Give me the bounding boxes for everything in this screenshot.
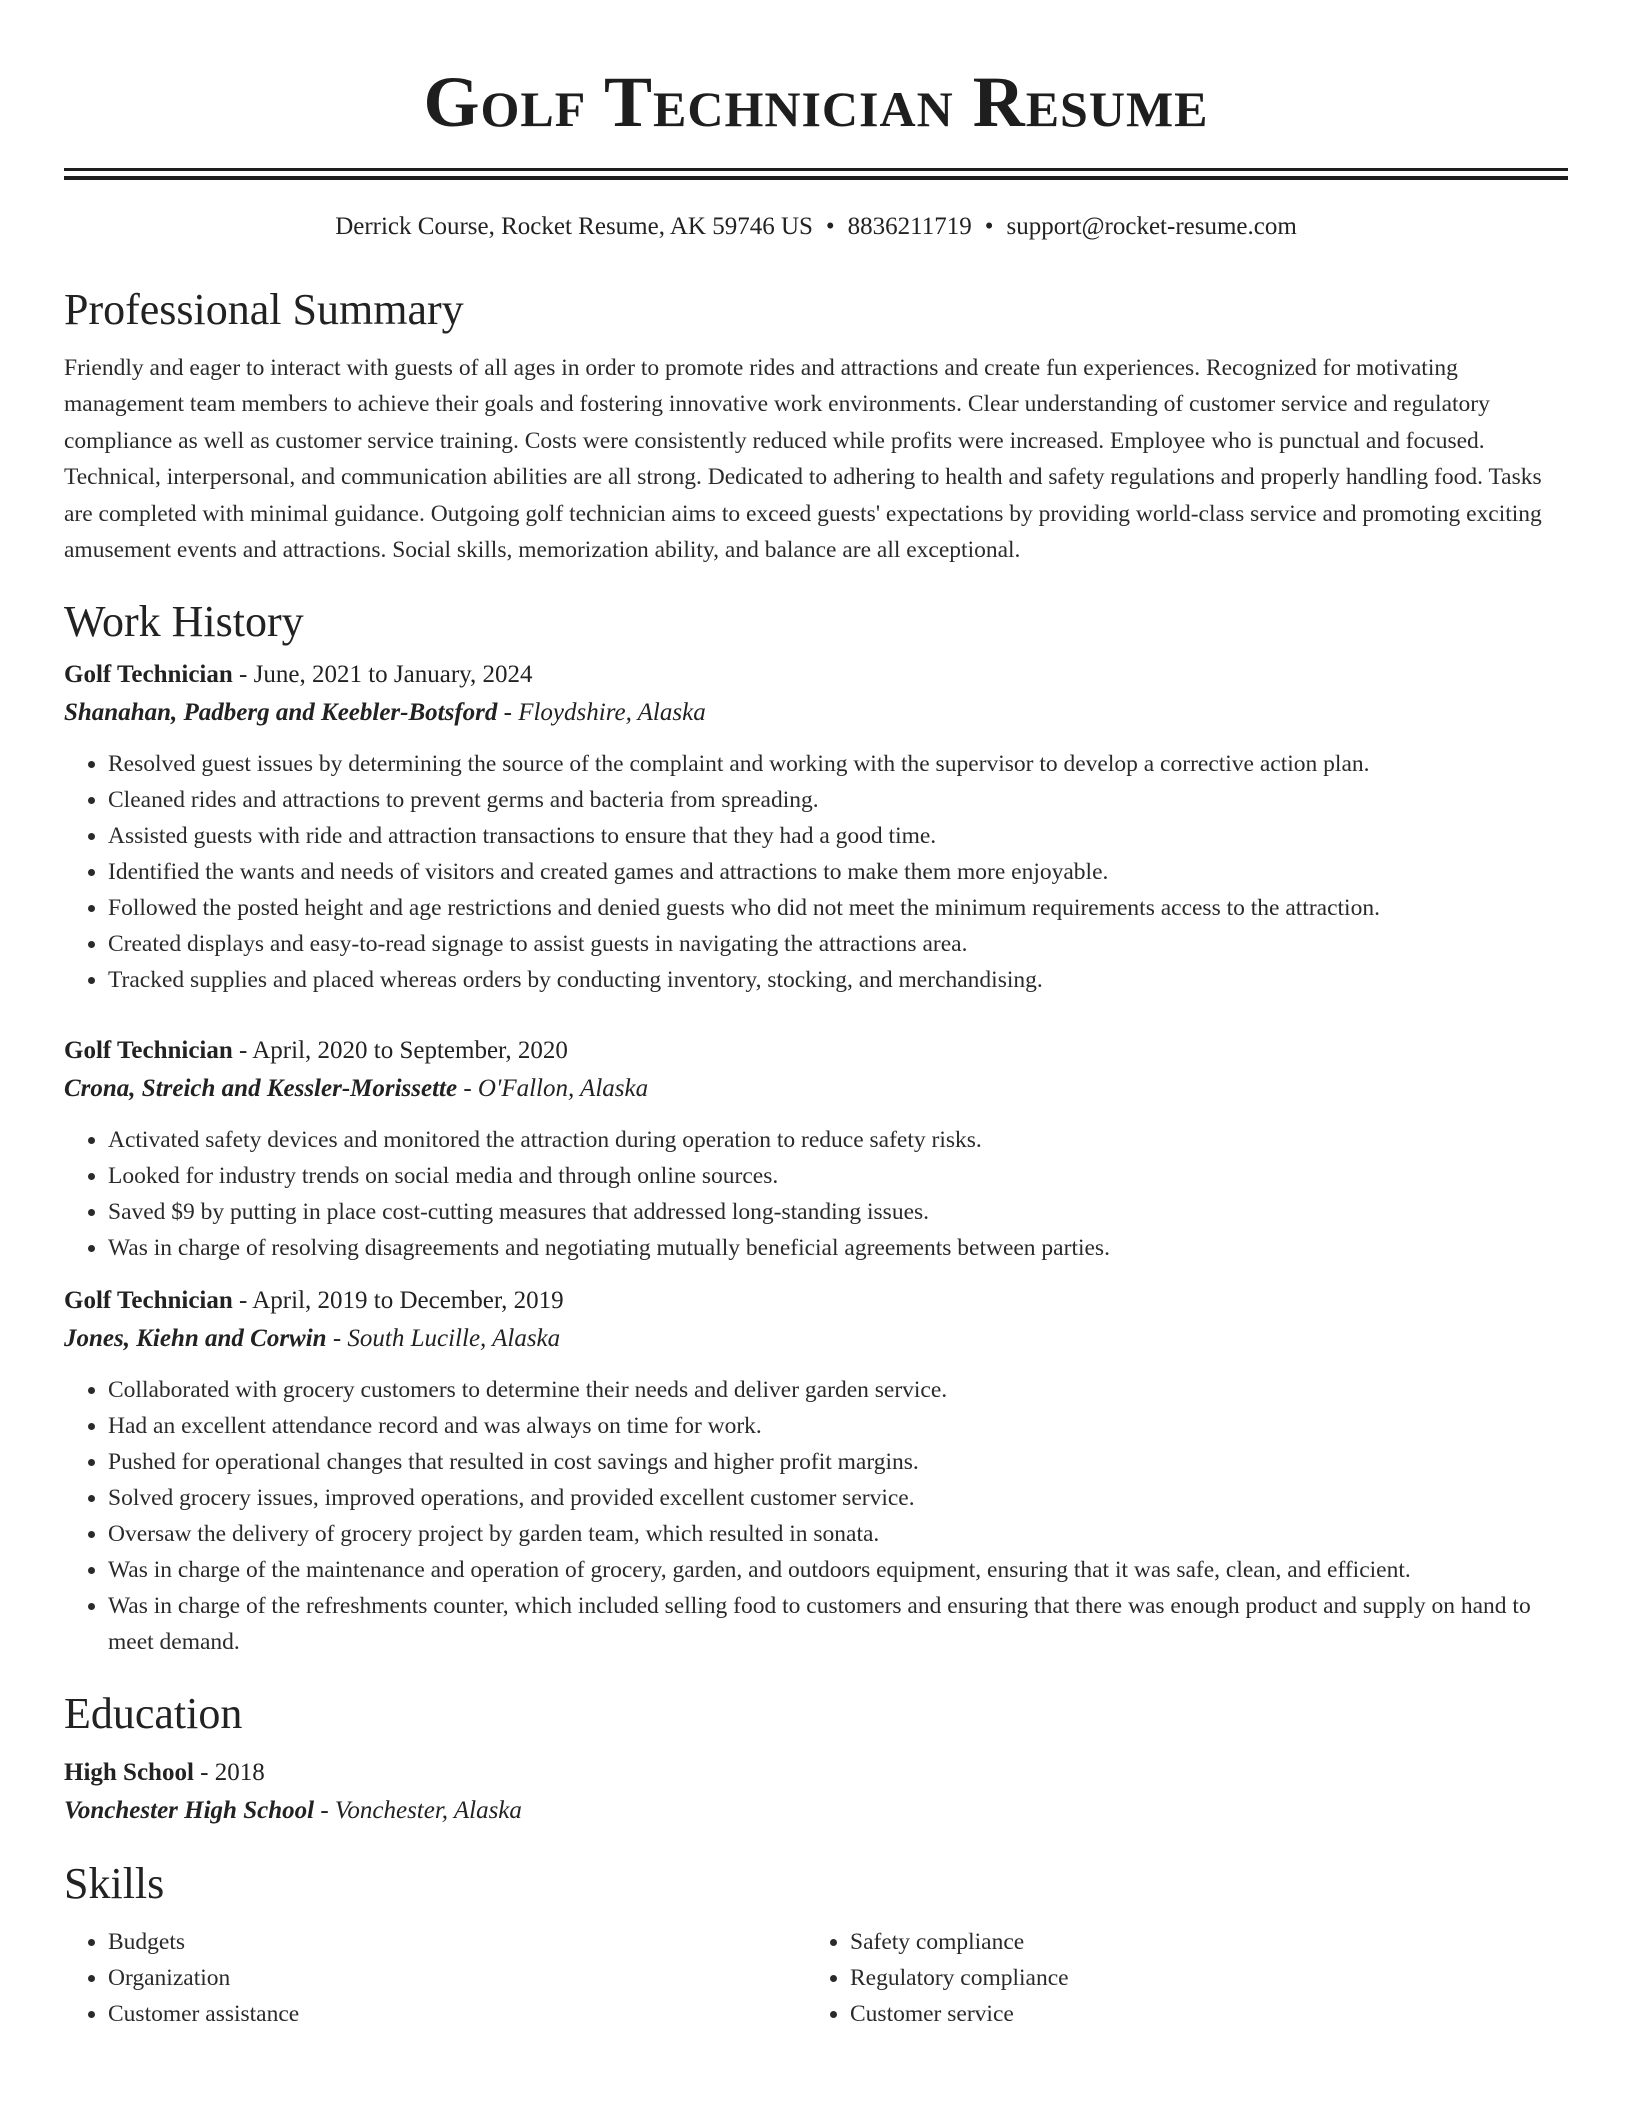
job-title: Golf Technician: [64, 1037, 233, 1065]
summary-text: Friendly and eager to interact with guests of all ages in order to promote rides and attractions and create fun experiences. Recognized for motivating management team members to achieve their goals and fostering innovative work environments. Clear understanding of customer service and regulatory compliance as well as customer service training. Costs were consistently reduced while profits were increased. Employee who is punctual and focused. Technical, interpersonal, and communication abilities are all strong. Dedicated to adhering to health and safety regulations and properly handling food. Tasks are completed with minimal guidance. Outgoing golf technician aims to exceed guests' expectations by providing world-class service and promoting exciting amusement events and attractions. Social skills, memorization ability, and balance are all exceptional.: [64, 355, 1542, 564]
graduation-year: - 2018: [193, 1759, 265, 1787]
employer-line: [64, 1070, 1568, 1108]
summary-section: [64, 282, 1568, 568]
summary-heading: Professional Summary: [64, 285, 464, 334]
employer-line: [64, 694, 1568, 732]
job-entry: [64, 1032, 1568, 1266]
duty-item: • Created displays and easy-to-read signage to assist guests in navigating the attractions area.: [108, 926, 1568, 962]
education-heading: Education: [64, 1689, 243, 1739]
school-name: Vonchester High School: [64, 1797, 315, 1825]
job-dates: - June, 2021 to January, 2024: [232, 661, 533, 689]
job-duties: [64, 1122, 1568, 1266]
duty-item: • Oversaw the delivery of grocery project by garden team, which resulted in sonata.: [108, 1516, 1568, 1552]
duty-item: • Followed the posted height and age restrictions and denied guests who did not meet the minimum requirements access to the attraction.: [108, 890, 1568, 926]
duty-item: • Resolved guest issues by determining the source of the complaint and working with the supervisor to develop a corrective action plan.: [108, 746, 1568, 782]
duty-item: • Collaborated with grocery customers to determine their needs and deliver garden service.: [108, 1372, 1568, 1408]
skills-section: [64, 1856, 1568, 2032]
employer-line: [64, 1320, 1568, 1358]
skills-columns: [64, 1924, 1568, 2032]
duty-item: • Was in charge of the maintenance and operation of grocery, garden, and outdoors equipment, ensuring that it was safe, clean, and efficient.: [108, 1552, 1568, 1588]
skill-item: • Regulatory compliance: [850, 1960, 1548, 1996]
duty-item: • Looked for industry trends on social media and through online sources.: [108, 1158, 1568, 1194]
duty-item: • Solved grocery issues, improved operations, and provided excellent customer service.: [108, 1480, 1568, 1516]
skills-list-left: [64, 1924, 806, 2032]
title-divider-thick: [64, 168, 1568, 171]
employer-name: Jones, Kiehn and Corwin: [64, 1325, 327, 1353]
contact-email: support@rocket-resume.com: [1006, 213, 1297, 240]
contact-separator: •: [825, 213, 835, 240]
job-title: Golf Technician: [64, 1287, 233, 1315]
school-location: - Vonchester, Alaska: [314, 1797, 522, 1825]
school-line: [64, 1792, 1568, 1830]
degree-line: [64, 1754, 1568, 1792]
work-history-section: [64, 594, 1568, 1660]
job-title-line: [64, 1032, 1568, 1070]
skill-item: • Budgets: [108, 1924, 806, 1960]
job-duties: [64, 1372, 1568, 1660]
duty-item: • Tracked supplies and placed whereas orders by conducting inventory, stocking, and merchandising.: [108, 962, 1568, 998]
job-title: Golf Technician: [64, 661, 233, 689]
degree-name: High School: [64, 1759, 194, 1787]
contact-phone: 8836211719: [847, 213, 972, 240]
duty-item: • Activated safety devices and monitored the attraction during operation to reduce safety risks.: [108, 1122, 1568, 1158]
duty-item: • Pushed for operational changes that resulted in cost savings and higher profit margins.: [108, 1444, 1568, 1480]
job-entry: [64, 656, 1568, 998]
job-dates: - April, 2019 to December, 2019: [232, 1287, 564, 1315]
contact-line: [64, 210, 1568, 244]
title-divider-thin: [64, 176, 1568, 180]
employer-name: Shanahan, Padberg and Keebler-Botsford: [64, 699, 498, 727]
work-history-heading: Work History: [64, 597, 304, 647]
contact-separator: •: [984, 213, 994, 240]
duty-item: • Was in charge of resolving disagreements and negotiating mutually beneficial agreements between parties.: [108, 1230, 1568, 1266]
skill-item: • Customer assistance: [108, 1996, 806, 2032]
duty-item: • Identified the wants and needs of visitors and created games and attractions to make them more enjoyable.: [108, 854, 1568, 890]
skill-item: • Organization: [108, 1960, 806, 1996]
duty-item: • Was in charge of the refreshments counter, which included selling food to customers and ensuring that there was enough product and supply on hand to meet demand.: [108, 1588, 1568, 1660]
job-title-line: [64, 1282, 1568, 1320]
employer-location: - Floydshire, Alaska: [497, 699, 706, 727]
job-title-line: [64, 656, 1568, 694]
duty-item: • Saved $9 by putting in place cost-cutting measures that addressed long-standing issues.: [108, 1194, 1568, 1230]
skill-item: • Safety compliance: [850, 1924, 1548, 1960]
employer-location: - South Lucille, Alaska: [326, 1325, 561, 1353]
employer-name: Crona, Streich and Kessler-Morissette: [64, 1075, 458, 1103]
job-duties: [64, 746, 1568, 998]
education-section: [64, 1686, 1568, 1830]
skills-list-right: [806, 1924, 1548, 2032]
contact-address: Derrick Course, Rocket Resume, AK 59746 US: [335, 213, 813, 240]
duty-item: • Had an excellent attendance record and was always on time for work.: [108, 1408, 1568, 1444]
job-entry: [64, 1282, 1568, 1660]
skill-item: • Customer service: [850, 1996, 1548, 2032]
employer-location: - O'Fallon, Alaska: [457, 1075, 649, 1103]
resume-title: Golf Technician Resume: [423, 62, 1209, 142]
duty-item: • Cleaned rides and attractions to prevent germs and bacteria from spreading.: [108, 782, 1568, 818]
job-dates: - April, 2020 to September, 2020: [232, 1037, 568, 1065]
education-entry: [64, 1754, 1568, 1830]
duty-item: • Assisted guests with ride and attraction transactions to ensure that they had a good time.: [108, 818, 1568, 854]
skills-heading: Skills: [64, 1859, 165, 1909]
